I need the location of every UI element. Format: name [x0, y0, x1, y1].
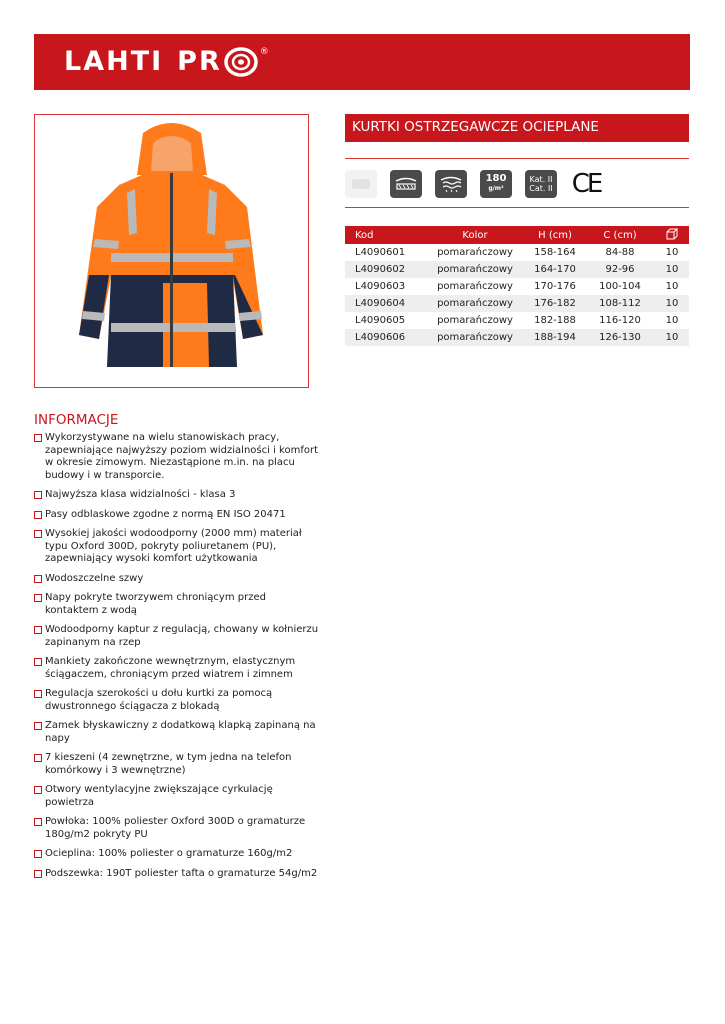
feature-text: Wykorzystywane na wielu stanowiskach pracy, zapewniające najwyższy poziom widzialności i komfort w okresie zimowym. Niezastąpione m.in. na placu budowy i w transporcie.: [45, 432, 318, 481]
cell-kolor: pomarańczowy: [437, 315, 513, 326]
list-item: [34, 848, 319, 861]
feature-text: Powłoka: 100% poliester Oxford 300D o gramaturze 180g/m2 pokryty PU: [45, 816, 306, 840]
cell-c: 126-130: [585, 329, 655, 346]
header-kolor: Kolor: [425, 226, 525, 244]
feature-text: Mankiety zakończone wewnętrznym, elastycznym ściągaczem, chroniącym przed wiatrem i zimnem: [45, 656, 296, 680]
cell-kolor: pomarańczowy: [437, 247, 513, 258]
feature-text: Napy pokryte tworzywem chroniącym przed kontaktem z wodą: [45, 592, 266, 616]
list-item: [34, 816, 319, 841]
cell-h: 188-194: [525, 329, 585, 346]
cell-kod: L4090601: [355, 247, 406, 258]
list-item: [34, 656, 319, 681]
table-row: [345, 278, 689, 295]
cell-c: 116-120: [599, 315, 641, 326]
cell-kod: L4090604: [345, 295, 425, 312]
divider: [345, 207, 689, 208]
bullet-square-icon: [34, 722, 42, 730]
list-item: [34, 509, 319, 522]
cell-kolor: pomarańczowy: [425, 295, 525, 312]
weight-value: 180: [485, 173, 507, 184]
list-item: [34, 624, 319, 649]
cell-kolor: pomarańczowy: [425, 329, 525, 346]
list-item: [34, 868, 319, 881]
cell-c: 100-104: [599, 281, 641, 292]
feature-list: [34, 432, 319, 887]
category-line2: Cat. II: [529, 184, 553, 193]
bullet-square-icon: [34, 870, 42, 878]
cell-h: 164-170: [525, 261, 585, 278]
cell-kolor: pomarańczowy: [437, 281, 513, 292]
table-row: [345, 261, 689, 278]
brand-name-pro: PR: [177, 46, 222, 77]
list-item: [34, 592, 319, 617]
category-icon: [525, 170, 557, 198]
bullet-square-icon: [34, 434, 42, 442]
fabric-faded-icon: [345, 170, 377, 198]
bullet-square-icon: [34, 850, 42, 858]
jacket-illustration: [35, 115, 308, 387]
brand-banner: [34, 34, 690, 90]
feature-text: Wysokiej jakości wodoodporny (2000 mm) materiał typu Oxford 300D, pokryty poliuretanem (PU), zapewniający wysoki komfort użytkowania: [45, 528, 302, 564]
feature-text: Regulacja szerokości u dołu kurtki za pomocą dwustronnego ściągacza z blokadą: [45, 688, 273, 712]
product-photo: [34, 114, 309, 388]
list-item: [34, 688, 319, 713]
brand-logo-o-icon: [224, 47, 258, 77]
cell-qty: 10: [665, 247, 679, 258]
product-title: KURTKI OSTRZEGAWCZE OCIEPLANE: [352, 119, 599, 135]
cell-h: 170-176: [534, 281, 576, 292]
feature-text: Wodoszczelne szwy: [45, 572, 144, 584]
cell-qty: 10: [665, 315, 679, 326]
box-icon: [665, 228, 679, 240]
table-header-row: [345, 226, 689, 244]
table-row: [345, 244, 689, 261]
feature-text: Pasy odblaskowe zgodne z normą EN ISO 20471: [45, 508, 286, 520]
list-item: [34, 432, 319, 482]
category-line1: Kat. II: [529, 175, 553, 184]
bullet-square-icon: [34, 690, 42, 698]
cell-kod: L4090602: [345, 261, 425, 278]
feature-text: Najwyższa klasa widzialności - klasa 3: [45, 489, 236, 500]
feature-text: Zamek błyskawiczny z dodatkową klapką zapinaną na napy: [45, 720, 316, 744]
feature-text: 7 kieszeni (4 zewnętrzne, w tym jedna na telefon komórkowy i 3 wewnętrzne): [45, 752, 292, 776]
cell-kod: L4090606: [345, 329, 425, 346]
header-c: C (cm): [585, 226, 655, 244]
feature-text: Wodoodporny kaptur z regulacją, chowany w kołnierzu zapinanym na rzep: [45, 624, 319, 648]
table-row: [345, 312, 689, 329]
bullet-square-icon: [34, 818, 42, 826]
table-row: [345, 295, 689, 312]
weight-unit: g/m²: [488, 185, 504, 192]
header-kod: Kod: [345, 226, 425, 244]
cell-qty: 10: [655, 295, 689, 312]
cell-qty: 10: [655, 329, 689, 346]
insulation-icon: [435, 170, 467, 198]
list-item: [34, 752, 319, 777]
bullet-square-icon: [34, 511, 42, 519]
list-item: [34, 528, 319, 566]
header-box: [655, 226, 689, 244]
list-item: [34, 489, 319, 502]
cell-kolor: pomarańczowy: [425, 261, 525, 278]
cell-c: 92-96: [585, 261, 655, 278]
feature-text: Podszewka: 190T poliester tafta o gramaturze 54g/m2: [45, 867, 318, 879]
feature-text: Ocieplina: 100% poliester o gramaturze 160g/m2: [45, 848, 293, 859]
info-title: INFORMACJE: [34, 412, 119, 428]
cell-qty: 10: [665, 281, 679, 292]
cell-c: 84-88: [605, 247, 635, 258]
bullet-square-icon: [34, 530, 42, 538]
list-item: [34, 784, 319, 809]
cell-kod: L4090603: [355, 281, 406, 292]
waterproof-icon: [390, 170, 422, 198]
ce-mark-icon: [570, 170, 602, 198]
bullet-square-icon: [34, 658, 42, 666]
ce-mark-text: CE: [571, 169, 601, 199]
cell-kod: L4090605: [355, 315, 406, 326]
product-title-bar: [345, 114, 689, 142]
size-table: [345, 226, 689, 346]
cell-h: 176-182: [525, 295, 585, 312]
brand-logo: [64, 46, 269, 78]
weight-180-icon: [480, 170, 512, 198]
bullet-square-icon: [34, 594, 42, 602]
divider: [345, 158, 689, 159]
cell-c: 108-112: [585, 295, 655, 312]
cell-qty: 10: [655, 261, 689, 278]
table-row: [345, 329, 689, 346]
cell-h: 182-188: [534, 315, 576, 326]
list-item: [34, 573, 319, 586]
cell-h: 158-164: [534, 247, 576, 258]
feature-icons: [345, 168, 615, 200]
bullet-square-icon: [34, 626, 42, 634]
bullet-square-icon: [34, 575, 42, 583]
feature-text: Otwory wentylacyjne zwiększające cyrkulację powietrza: [45, 784, 273, 808]
list-item: [34, 720, 319, 745]
registered-mark: ®: [259, 47, 269, 57]
brand-name-lahti: LAHTI: [64, 46, 164, 77]
header-h: H (cm): [525, 226, 585, 244]
bullet-square-icon: [34, 491, 42, 499]
bullet-square-icon: [34, 786, 42, 794]
bullet-square-icon: [34, 754, 42, 762]
